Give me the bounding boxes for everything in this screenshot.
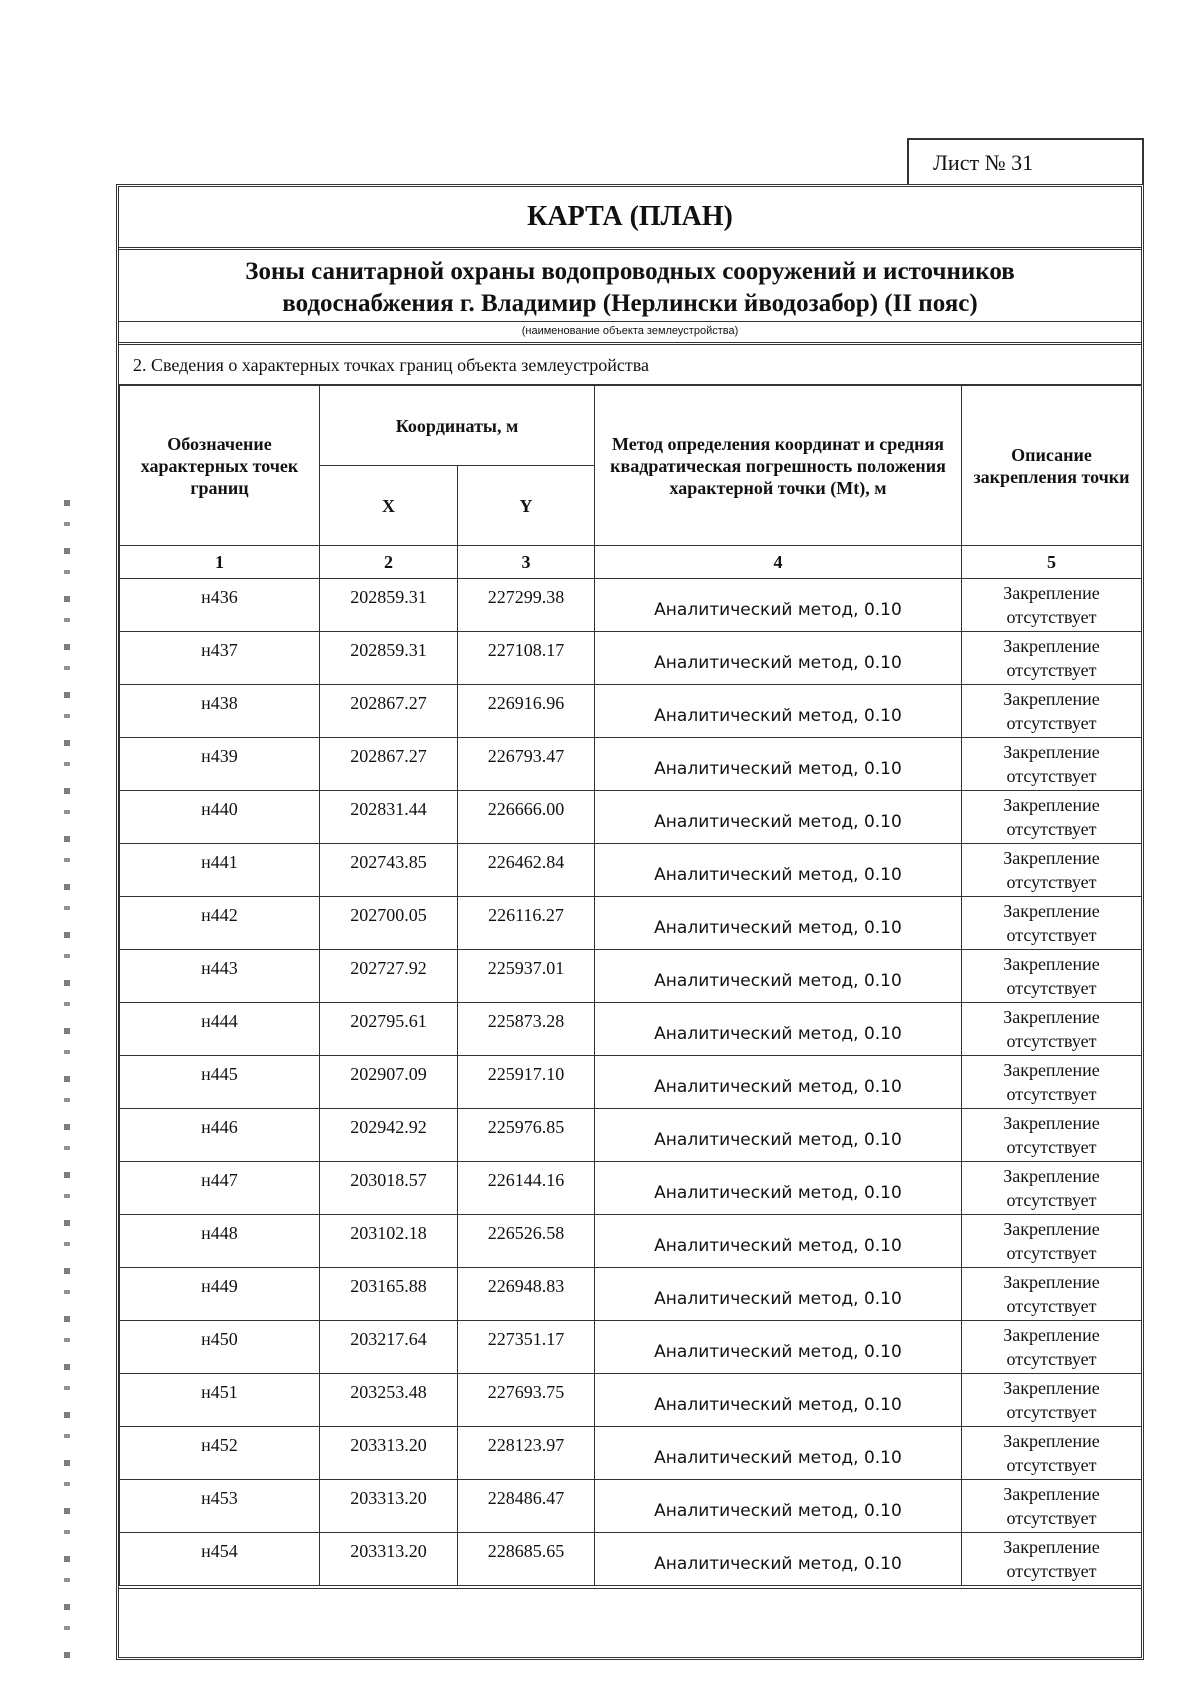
table-row <box>120 579 1142 632</box>
object-name-line-1: Зоны санитарной охраны водопроводных сооружений и источников <box>245 258 1015 285</box>
method-cell: Аналитический метод, 0.10 <box>595 950 962 1003</box>
y-cell: 226144.16 <box>458 1162 595 1215</box>
method-cell: Аналитический метод, 0.10 <box>595 1109 962 1162</box>
y-cell: 226948.83 <box>458 1268 595 1321</box>
header-description: Описание закрепления точки <box>962 386 1142 546</box>
point-cell: н438 <box>120 685 320 738</box>
method-cell: Аналитический метод, 0.10 <box>595 1427 962 1480</box>
object-name <box>119 250 1141 322</box>
method-cell: Аналитический метод, 0.10 <box>595 844 962 897</box>
y-cell: 226666.00 <box>458 791 595 844</box>
header-method: Метод определения координат и средняя квадратическая погрешность положения характерной точки (Mt), м <box>595 386 962 546</box>
description-cell: Закрепление отсутствует <box>962 897 1142 950</box>
point-cell: н453 <box>120 1480 320 1533</box>
header-y: Y <box>458 466 595 546</box>
method-cell: Аналитический метод, 0.10 <box>595 1321 962 1374</box>
point-cell: н450 <box>120 1321 320 1374</box>
description-cell: Закрепление отсутствует <box>962 1321 1142 1374</box>
y-cell: 226916.96 <box>458 685 595 738</box>
description-cell: Закрепление отсутствует <box>962 738 1142 791</box>
table-row <box>120 1268 1142 1321</box>
y-cell: 227351.17 <box>458 1321 595 1374</box>
header-coordinates: Координаты, м <box>320 386 595 466</box>
description-cell: Закрепление отсутствует <box>962 579 1142 632</box>
x-cell: 202700.05 <box>320 897 458 950</box>
description-cell: Закрепление отсутствует <box>962 791 1142 844</box>
column-number: 3 <box>458 546 595 579</box>
y-cell: 225976.85 <box>458 1109 595 1162</box>
description-cell: Закрепление отсутствует <box>962 685 1142 738</box>
document-frame <box>116 184 1144 1660</box>
table-row <box>120 950 1142 1003</box>
description-cell: Закрепление отсутствует <box>962 1215 1142 1268</box>
table-row <box>120 632 1142 685</box>
table-row <box>120 791 1142 844</box>
x-cell: 202867.27 <box>320 738 458 791</box>
method-cell: Аналитический метод, 0.10 <box>595 1215 962 1268</box>
x-cell: 202859.31 <box>320 579 458 632</box>
point-cell: н446 <box>120 1109 320 1162</box>
y-cell: 225917.10 <box>458 1056 595 1109</box>
point-cell: н436 <box>120 579 320 632</box>
y-cell: 228685.65 <box>458 1533 595 1586</box>
description-cell: Закрепление отсутствует <box>962 844 1142 897</box>
method-cell: Аналитический метод, 0.10 <box>595 632 962 685</box>
footer-band <box>119 1588 1141 1657</box>
x-cell: 203165.88 <box>320 1268 458 1321</box>
y-cell: 227299.38 <box>458 579 595 632</box>
x-cell: 202831.44 <box>320 791 458 844</box>
column-number: 2 <box>320 546 458 579</box>
method-cell: Аналитический метод, 0.10 <box>595 579 962 632</box>
x-cell: 202942.92 <box>320 1109 458 1162</box>
sheet-number: Лист № 31 <box>907 138 1144 184</box>
point-cell: н448 <box>120 1215 320 1268</box>
y-cell: 226462.84 <box>458 844 595 897</box>
method-cell: Аналитический метод, 0.10 <box>595 1374 962 1427</box>
point-cell: н441 <box>120 844 320 897</box>
column-number: 1 <box>120 546 320 579</box>
x-cell: 202743.85 <box>320 844 458 897</box>
method-cell: Аналитический метод, 0.10 <box>595 791 962 844</box>
scan-edge-marks <box>64 500 70 1660</box>
x-cell: 203253.48 <box>320 1374 458 1427</box>
table-row <box>120 1215 1142 1268</box>
point-cell: н447 <box>120 1162 320 1215</box>
y-cell: 225873.28 <box>458 1003 595 1056</box>
method-cell: Аналитический метод, 0.10 <box>595 738 962 791</box>
x-cell: 202859.31 <box>320 632 458 685</box>
description-cell: Закрепление отсутствует <box>962 950 1142 1003</box>
table-row <box>120 1480 1142 1533</box>
description-cell: Закрепление отсутствует <box>962 1109 1142 1162</box>
point-cell: н449 <box>120 1268 320 1321</box>
table-row <box>120 1109 1142 1162</box>
table-row <box>120 1003 1142 1056</box>
description-cell: Закрепление отсутствует <box>962 1533 1142 1586</box>
points-table <box>119 385 1142 1586</box>
point-cell: н437 <box>120 632 320 685</box>
table-row <box>120 1427 1142 1480</box>
x-cell: 202795.61 <box>320 1003 458 1056</box>
x-cell: 202727.92 <box>320 950 458 1003</box>
method-cell: Аналитический метод, 0.10 <box>595 1162 962 1215</box>
table-row <box>120 1374 1142 1427</box>
header-x: X <box>320 466 458 546</box>
y-cell: 226793.47 <box>458 738 595 791</box>
y-cell: 227693.75 <box>458 1374 595 1427</box>
table-row <box>120 844 1142 897</box>
y-cell: 226116.27 <box>458 897 595 950</box>
y-cell: 228123.97 <box>458 1427 595 1480</box>
x-cell: 203102.18 <box>320 1215 458 1268</box>
table-row <box>120 1533 1142 1586</box>
point-cell: н442 <box>120 897 320 950</box>
table-row <box>120 1056 1142 1109</box>
description-cell: Закрепление отсутствует <box>962 1162 1142 1215</box>
x-cell: 203313.20 <box>320 1533 458 1586</box>
method-cell: Аналитический метод, 0.10 <box>595 1533 962 1586</box>
x-cell: 203217.64 <box>320 1321 458 1374</box>
x-cell: 203018.57 <box>320 1162 458 1215</box>
y-cell: 226526.58 <box>458 1215 595 1268</box>
method-cell: Аналитический метод, 0.10 <box>595 1003 962 1056</box>
description-cell: Закрепление отсутствует <box>962 1374 1142 1427</box>
point-cell: н445 <box>120 1056 320 1109</box>
table-row <box>120 738 1142 791</box>
y-cell: 228486.47 <box>458 1480 595 1533</box>
point-cell: н451 <box>120 1374 320 1427</box>
table-row <box>120 897 1142 950</box>
method-cell: Аналитический метод, 0.10 <box>595 685 962 738</box>
table-row <box>120 1162 1142 1215</box>
point-cell: н440 <box>120 791 320 844</box>
x-cell: 202867.27 <box>320 685 458 738</box>
x-cell: 202907.09 <box>320 1056 458 1109</box>
object-caption: (наименование объекта землеустройства) <box>119 322 1141 345</box>
column-number: 5 <box>962 546 1142 579</box>
point-cell: н444 <box>120 1003 320 1056</box>
y-cell: 227108.17 <box>458 632 595 685</box>
section-title: 2. Сведения о характерных точках границ объекта землеустройства <box>119 345 1141 385</box>
column-number: 4 <box>595 546 962 579</box>
header-designation: Обозначение характерных точек границ <box>120 386 320 546</box>
table-row <box>120 1321 1142 1374</box>
x-cell: 203313.20 <box>320 1480 458 1533</box>
point-cell: н452 <box>120 1427 320 1480</box>
description-cell: Закрепление отсутствует <box>962 1480 1142 1533</box>
y-cell: 225937.01 <box>458 950 595 1003</box>
method-cell: Аналитический метод, 0.10 <box>595 897 962 950</box>
point-cell: н454 <box>120 1533 320 1586</box>
point-cell: н439 <box>120 738 320 791</box>
description-cell: Закрепление отсутствует <box>962 1427 1142 1480</box>
description-cell: Закрепление отсутствует <box>962 1056 1142 1109</box>
method-cell: Аналитический метод, 0.10 <box>595 1268 962 1321</box>
description-cell: Закрепление отсутствует <box>962 1003 1142 1056</box>
table-row <box>120 685 1142 738</box>
point-cell: н443 <box>120 950 320 1003</box>
x-cell: 203313.20 <box>320 1427 458 1480</box>
method-cell: Аналитический метод, 0.10 <box>595 1056 962 1109</box>
document-title: КАРТА (ПЛАН) <box>119 187 1141 250</box>
method-cell: Аналитический метод, 0.10 <box>595 1480 962 1533</box>
object-name-line-2: водоснабжения г. Владимир (Нерлински йводозабор) (II пояс) <box>282 290 978 317</box>
description-cell: Закрепление отсутствует <box>962 632 1142 685</box>
description-cell: Закрепление отсутствует <box>962 1268 1142 1321</box>
